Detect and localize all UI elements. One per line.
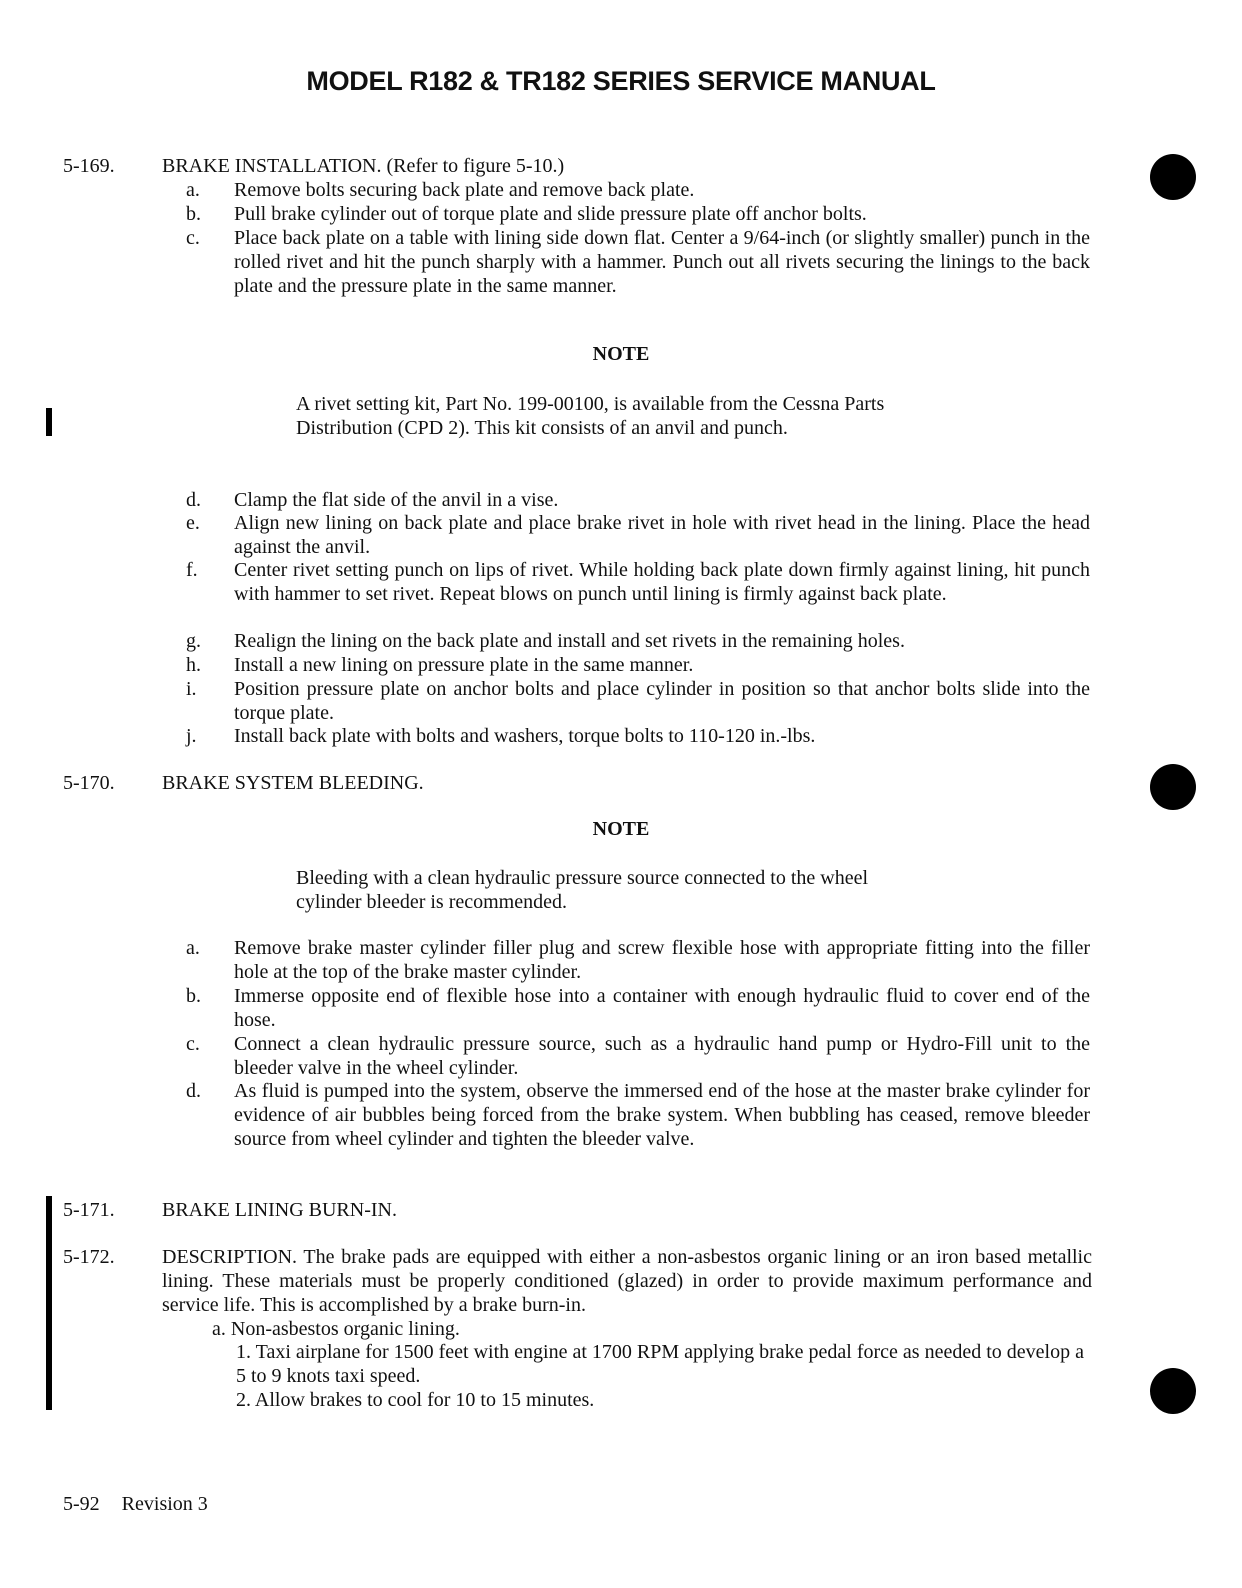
section-number: 5-172. <box>63 1246 115 1268</box>
section-title: BRAKE SYSTEM BLEEDING. <box>162 772 424 794</box>
list-item: i. Position pressure plate on anchor bolts and place cylinder in position so that anchor bolts slide into the torque plate. <box>186 678 1090 724</box>
list-item: a. Non-asbestos organic lining. <box>212 1318 460 1340</box>
section-title: BRAKE LINING BURN-IN. <box>162 1199 397 1221</box>
section-number: 5-170. <box>63 772 115 794</box>
revision-dot <box>1150 764 1196 810</box>
page-number: 5-92 <box>63 1493 100 1515</box>
note-text: Bleeding with a clean hydraulic pressure source connected to the wheel cylinder bleeder is recommended. <box>296 867 869 913</box>
list-item: a. Remove bolts securing back plate and remove back plate. <box>186 179 695 201</box>
list-item: c. Place back plate on a table with lining side down flat. Center a 9/64-inch (or slightly smaller) punch in the rolled rivet and hit the punch sharply with a hammer. Punch out all rivets securing the linings to the back plate and the pressure plate in the same manner. <box>186 227 1090 297</box>
list-item: g. Realign the lining on the back plate and install and set rivets in the remaining holes. <box>186 630 905 652</box>
page-title: MODEL R182 & TR182 SERIES SERVICE MANUAL <box>306 66 936 96</box>
revision-dot <box>1150 154 1196 200</box>
change-bar <box>46 1196 52 1410</box>
description-paragraph: DESCRIPTION. The brake pads are equipped with either a non-asbestos organic lining or an iron based metallic lining. These materials must be properly conditioned (glazed) in order to provide maximum performance and service life. This is accomplished by a brake burn-in. <box>162 1246 1092 1316</box>
change-bar <box>46 408 52 436</box>
note-text: A rivet setting kit, Part No. 199-00100, is available from the Cessna Parts Distribution (CPD 2). This kit consists of an anvil and punch. <box>296 393 885 439</box>
note-heading: NOTE <box>592 343 650 365</box>
list-item: b. Immerse opposite end of flexible hose into a container with enough hydraulic fluid to cover end of the hose. <box>186 985 1090 1031</box>
note-heading: NOTE <box>592 818 650 840</box>
list-item: c. Connect a clean hydraulic pressure source, such as a hydraulic hand pump or Hydro-Fill unit to the bleeder valve in the wheel cylinder. <box>186 1033 1090 1079</box>
section-title: BRAKE INSTALLATION. (Refer to figure 5-10.) <box>162 155 565 177</box>
page-footer <box>63 1493 208 1516</box>
revision-dot <box>1150 1368 1196 1414</box>
section-number: 5-169. <box>63 155 115 177</box>
list-item: j. Install back plate with bolts and washers, torque bolts to 110-120 in.-lbs. <box>186 725 816 747</box>
list-item: b. Pull brake cylinder out of torque plate and slide pressure plate off anchor bolts. <box>186 203 867 225</box>
step-item: 2. Allow brakes to cool for 10 to 15 minutes. <box>236 1389 595 1411</box>
list-item: d. As fluid is pumped into the system, observe the immersed end of the hose at the master brake cylinder for evidence of air bubbles being forced from the brake system. When bubbling has ceased, remove bleeder source from wheel cylinder and tighten the bleeder valve. <box>186 1080 1090 1150</box>
step-item: 1. Taxi airplane for 1500 feet with engine at 1700 RPM applying brake pedal force as needed to develop a 5 to 9 knots taxi speed. <box>236 1341 1084 1387</box>
list-item: f. Center rivet setting punch on lips of rivet. While holding back plate down firmly against lining, hit punch with hammer to set rivet. Repeat blows on punch until lining is firmly against back plate. <box>186 559 1090 605</box>
revision-label: Revision 3 <box>121 1493 208 1515</box>
section-number: 5-171. <box>63 1199 115 1221</box>
list-item: a. Remove brake master cylinder filler plug and screw flexible hose with appropriate fitting into the filler hole at the top of the brake master cylinder. <box>186 937 1090 983</box>
list-item: h. Install a new lining on pressure plate in the same manner. <box>186 654 694 676</box>
list-item: e. Align new lining on back plate and place brake rivet in hole with rivet head in the lining. Place the head against the anvil. <box>186 512 1090 558</box>
list-item: d. Clamp the flat side of the anvil in a vise. <box>186 489 559 511</box>
